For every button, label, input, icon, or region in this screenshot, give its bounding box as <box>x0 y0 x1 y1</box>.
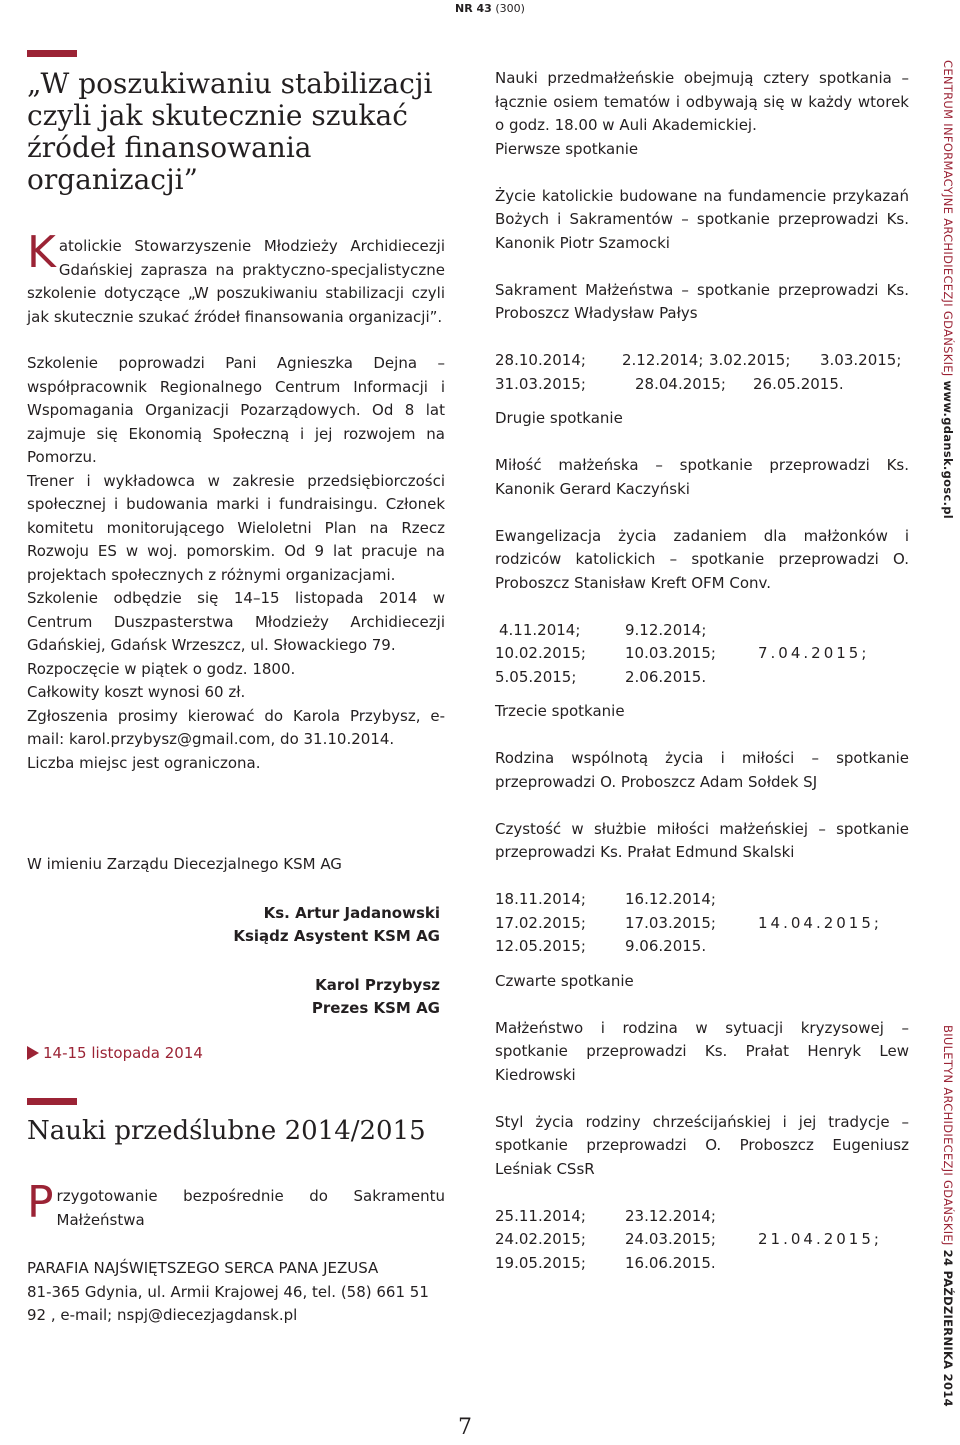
signature-name: Ks. Artur Jadanowski <box>263 904 440 922</box>
meeting-dates: 18.11.2014; 16.12.2014; 17.02.2015; 17.03.2015; 14.04.2015; 12.05.2015; 9.06.2015. <box>495 890 882 955</box>
title-accent-bar <box>27 1098 77 1105</box>
issue-number: NR 43 (300) <box>455 2 525 15</box>
trainer-paragraph: Szkolenie poprowadzi Pani Agnieszka Dejna – współpracownik Regionalnego Centrum Informacji i Wspomagania Organizacji Pozarządowych. Od 8 lat zajmuje się Ekonomią Społeczną i jej rozwojem na Pomorzu. <box>27 354 445 466</box>
event-date: 14-15 listopada 2014 <box>43 1044 203 1062</box>
signature-president <box>200 974 440 1020</box>
article-body <box>27 227 445 775</box>
sidebar-top-label: CENTRUM INFORMACYJNE ARCHIDIECEZJI GDAŃSKIEJ www.gdansk.gosc.pl <box>941 60 955 520</box>
article-intro: Katolickie Stowarzyszenie Młodzieży Archidiecezji Gdańskiej zaprasza na praktyczno-specjalistyczne szkolenie dotyczące „W poszukiwaniu stabilizacji czyli jak skutecznie szukać źródeł finansowania organizacji”. <box>27 227 445 326</box>
parish-info <box>27 1257 445 1328</box>
meeting-topic: Rodzina wspólnotą życia i miłości – spotkanie przeprowadzi O. Proboszcz Adam Sołdek SJ <box>495 749 909 791</box>
parish-address: 81-365 Gdynia, ul. Armii Krajowej 46, tel. (58) 661 51 92 , e-mail; nspj@diecezjagdansk.pl <box>27 1282 429 1324</box>
meeting-heading: Czwarte spotkanie <box>495 971 634 990</box>
meeting-topic: Małżeństwo i rodzina w sytuacji kryzysowej – spotkanie przeprowadzi Ks. Prałat Henryk Lew Kiedrowski <box>495 1018 909 1084</box>
start-time: Rozpoczęcie w piątek o godz. 1800. <box>27 659 296 678</box>
meeting-dates: 28.10.2014; 2.12.2014; 3.02.2015; 3.03.2015; 31.03.2015; 28.04.2015; 26.05.2015. <box>495 351 902 393</box>
schedule-column <box>495 67 909 1275</box>
seats-info: Liczba miejsc jest ograniczona. <box>27 753 261 772</box>
meeting-topic: Życie katolickie budowane na fundamencie przykazań Bożych i Sakramentów – spotkanie przeprowadzi Ks. Kanonik Piotr Szamocki <box>495 186 909 252</box>
title-accent-bar <box>27 50 77 57</box>
on-behalf-line: W imieniu Zarządu Diecezjalnego KSM AG <box>27 855 342 873</box>
sidebar-url: www.gdansk.gosc.pl <box>941 380 955 520</box>
page-number: 7 <box>458 1415 472 1440</box>
meeting-topic: Styl życia rodziny chrześcijańskiej i jej tradycje – spotkanie przeprowadzi O. Proboszcz Eugeniusz Leśniak CSsR <box>495 1112 909 1178</box>
triangle-arrow-icon <box>27 1046 39 1060</box>
signature-role: Ksiądz Asystent KSM AG <box>233 927 440 945</box>
drop-cap: K <box>27 227 56 278</box>
registration-info: Zgłoszenia prosimy kierować do Karola Przybysz, e-mail: karol.przybysz@gmail.com, do 31.10.2014. <box>27 706 445 748</box>
meeting-topic: Czystość w służbie miłości małżeńskiej – spotkanie przeprowadzi Ks. Prałat Edmund Skalski <box>495 819 909 861</box>
signature-role: Prezes KSM AG <box>311 999 440 1017</box>
meeting-dates: 4.11.2014; 9.12.2014; 10.02.2015; 10.03.2015; 7.04.2015; 5.05.2015; 2.06.2015. <box>495 620 870 686</box>
meeting-topic: Ewangelizacja życia zadaniem dla małżonków i rodziców katolickich – spotkanie przeprowadzi O. Proboszcz Stanisław Kreft OFM Conv. <box>495 526 909 592</box>
schedule-intro: Nauki przedmałżeńskie obejmują cztery spotkania – łącznie osiem tematów i odbywają się w każdy wtorek o godz. 18.00 w Auli Akademickiej. <box>495 69 909 134</box>
article-title: „W poszukiwaniu stabilizacji czyli jak skutecznie szukać źródeł finansowania organizacji” <box>27 67 433 196</box>
event-date-marker <box>27 1044 203 1062</box>
sidebar-date: 24 PAŹDZIERNIKA 2014 <box>941 1249 955 1407</box>
meeting-dates: 25.11.2014; 23.12.2014; 24.02.2015; 24.03.2015; 21.04.2015; 19.05.2015; 16.06.2015. <box>495 1206 882 1272</box>
article-title: Nauki przedślubne 2014/2015 <box>27 1116 426 1146</box>
parish-name: PARAFIA NAJŚWIĘTSZEGO SERCA PANA JEZUSA <box>27 1259 379 1277</box>
cost: Całkowity koszt wynosi 60 zł. <box>27 683 246 701</box>
trainer-bio-paragraph: Trener i wykładowca w zakresie przedsiębiorczości społecznej i budowania marki i fundraisingu. Członek komitetu monitorującego Wieloletni Plan na Rzecz Rozwoju ES w woj. pomorskim. Od 9 lat pracuje na projektach społecznych z różnymi organizacjami. <box>27 471 445 584</box>
signature-assistant <box>200 902 440 948</box>
article2-lead: Przygotowanie bezpośrednie do Sakramentu Małżeństwa <box>27 1177 445 1229</box>
meeting-heading: Trzecie spotkanie <box>495 702 625 720</box>
venue-paragraph: Szkolenie odbędzie się 14–15 listopada 2014 w Centrum Duszpasterstwa Młodzieży Archidiecezji Gdańskiej, Gdańsk Wrzeszcz, ul. Słowackiego 79. <box>27 589 445 654</box>
meeting-topic: Miłość małżeńska – spotkanie przeprowadzi Ks. Kanonik Gerard Kaczyński <box>495 456 909 498</box>
drop-cap: P <box>27 1177 54 1228</box>
meeting-heading: Drugie spotkanie <box>495 409 623 427</box>
signature-name: Karol Przybysz <box>315 976 440 994</box>
sidebar-bottom-label: BIULETYN ARCHIDIECEZJI GDAŃSKIEJ 24 PAŹDZIERNIKA 2014 <box>941 1025 955 1407</box>
meeting-heading: Pierwsze spotkanie <box>495 139 639 158</box>
meeting-topic: Sakrament Małżeństwa – spotkanie przeprowadzi Ks. Proboszcz Władysław Pałys <box>495 280 909 322</box>
